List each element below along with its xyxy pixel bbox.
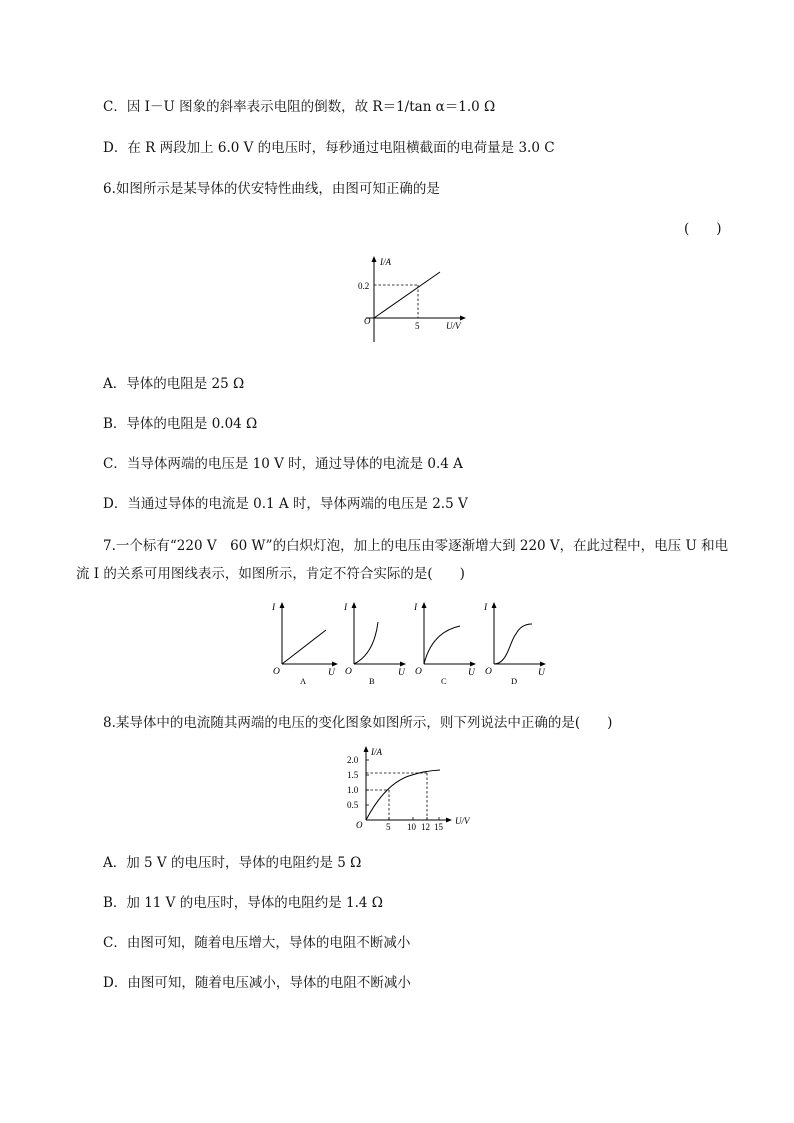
q8-option-d: D．由图可知，随着电压减小，导体的电阻不断减小 <box>103 975 411 991</box>
q6-option-d: D．当通过导体的电流是 0.1 A 时，导体两端的电压是 2.5 V <box>103 496 468 512</box>
q8-y-tick-1.5: 1.5 <box>347 770 359 780</box>
q6-y-arrow <box>372 256 377 262</box>
q8-y-label: I/A <box>371 747 382 757</box>
q8-option-c: C．由图可知，随着电压增大，导体的电阻不断减小 <box>103 935 411 951</box>
q8-x-tick-10: 10 <box>407 822 416 832</box>
q7a-caption: A <box>300 676 307 686</box>
q8-x-tick-5: 5 <box>386 822 391 832</box>
q6-option-a: A．导体的电阻是 25 Ω <box>103 376 245 392</box>
q8-stem: 8.某导体中的电流随其两端的电压的变化图象如图所示，则下列说法中正确的是( ) <box>103 715 613 731</box>
q8-x-tick-12: 12 <box>421 822 430 832</box>
q7b-x-label: U <box>398 668 405 678</box>
q7a-x-label: U <box>328 668 335 678</box>
q6-x-tick: 5 <box>415 321 420 331</box>
q7-stem-line2: 流 I 的关系可用图线表示，如图所示，肯定不符合实际的是( ) <box>76 566 465 582</box>
q8-x-tick-15: 15 <box>434 822 443 832</box>
q7b-caption: B <box>369 676 375 686</box>
q6-answer-bracket: ( ) <box>684 221 722 237</box>
q6-x-label: U/V <box>446 321 461 331</box>
q8-origin: O <box>356 820 363 830</box>
q8-option-a: A．加 5 V 的电压时，导体的电阻约是 5 Ω <box>103 855 362 871</box>
q7c-x-label: U <box>468 668 475 678</box>
q7d-origin: O <box>485 667 492 677</box>
q5-option-d: D．在 R 两段加上 6.0 V 的电压时，每秒通过电阻横截面的电荷量是 3.0 C <box>103 140 555 156</box>
q7a-curve <box>282 630 326 664</box>
q7-graph-d <box>483 602 546 686</box>
q8-y-tick-0.5: 0.5 <box>347 800 359 810</box>
q7a-origin: O <box>273 667 280 677</box>
q8-y-tick-2.0: 2.0 <box>347 755 359 765</box>
q7-graph-a <box>271 602 338 686</box>
q7c-origin: O <box>415 667 422 677</box>
q6-iv-line <box>374 272 440 318</box>
q7c-y-label: I <box>414 603 418 613</box>
q7-graph-b <box>343 602 406 686</box>
q8-figure <box>342 742 482 832</box>
q7c-caption: C <box>441 676 447 686</box>
q7d-y-label: I <box>484 603 488 613</box>
q7b-origin: O <box>345 667 352 677</box>
q6-option-b: B．导体的电阻是 0.04 Ω <box>103 416 258 432</box>
q7-graph-c <box>413 602 476 686</box>
q5-option-c: C．因 I－U 图象的斜率表示电阻的倒数，故 R＝1/tan α＝1.0 Ω <box>103 99 496 115</box>
q8-y-arrow <box>364 746 369 752</box>
q8-x-label: U/V <box>455 816 470 826</box>
q6-y-label: I/A <box>380 257 391 267</box>
q7d-curve <box>494 624 532 664</box>
q8-option-b: B．加 11 V 的电压时，导体的电阻约是 1.4 Ω <box>103 895 383 911</box>
q7-figures <box>268 600 558 690</box>
q8-x-arrow <box>446 818 452 823</box>
q6-figure <box>358 252 478 344</box>
q6-x-arrow <box>460 316 466 321</box>
q7-stem-line1: 7.一个标有“220 V 60 W”的白炽灯泡，加上的电压由零逐渐增大到 220 V，在此过程中，电压 U 和电 <box>103 538 729 554</box>
q8-iv-curve <box>366 770 440 820</box>
q6-y-tick: 0.2 <box>358 281 370 291</box>
q7c-curve <box>424 626 460 664</box>
q7d-caption: D <box>511 676 518 686</box>
q6-option-c: C．当导体两端的电压是 10 V 时，通过导体的电流是 0.4 A <box>103 456 463 472</box>
q7b-y-label: I <box>344 603 348 613</box>
q6-stem: 6.如图所示是某导体的伏安特性曲线，由图可知正确的是 <box>103 181 440 197</box>
q6-origin: O <box>364 316 371 326</box>
q7d-x-label: U <box>538 668 545 678</box>
q8-y-tick-1.0: 1.0 <box>347 785 359 795</box>
q7a-y-label: I <box>272 603 276 613</box>
q7b-curve <box>354 622 378 664</box>
